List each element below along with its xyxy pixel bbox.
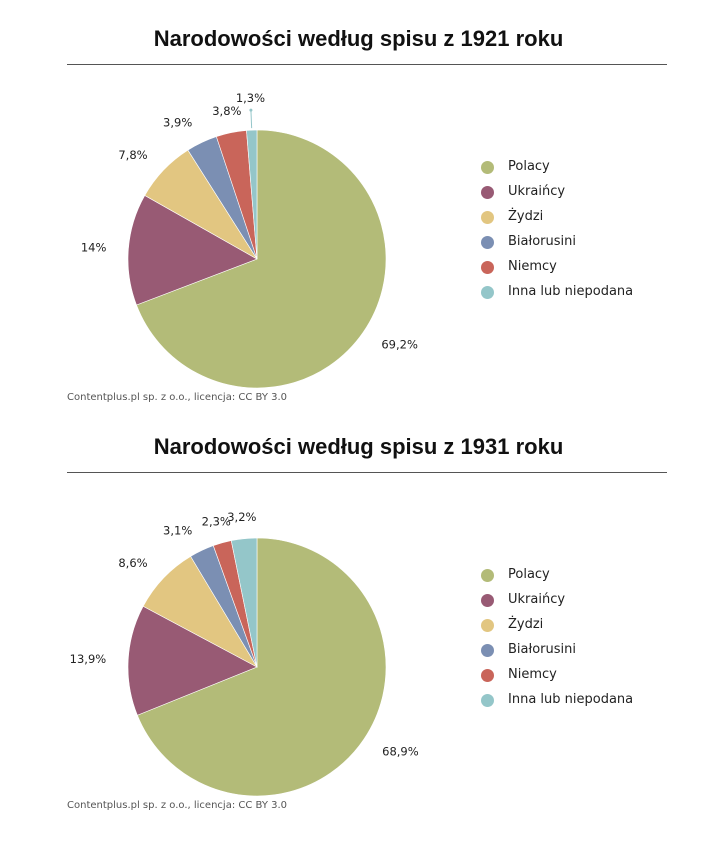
label-leader-line (251, 110, 252, 128)
slice-value-label: 3,1% (163, 523, 193, 538)
label-leader-dot (249, 109, 252, 112)
legend-label: Ukraińcy (508, 592, 566, 607)
legend-swatch (481, 261, 494, 274)
slice-value-label: 8,6% (118, 555, 148, 570)
legend-label: Polacy (508, 159, 550, 174)
slice-value-label: 13,9% (69, 651, 107, 666)
legend-label: Niemcy (508, 667, 557, 682)
slice-value-label: 14% (80, 240, 107, 255)
legend-label: Inna lub niepodana (508, 692, 634, 707)
pie-chart-1921 (0, 0, 717, 408)
source-credit: Contentplus.pl sp. z o.o., licencja: CC BY 3.0 (67, 800, 288, 811)
source-credit: Contentplus.pl sp. z o.o., licencja: CC BY 3.0 (67, 392, 288, 403)
slice-value-label: 2,3% (201, 514, 231, 529)
legend-label: Inna lub niepodana (508, 284, 634, 299)
legend-swatch (481, 594, 494, 607)
chart-title: Narodowości według spisu z 1921 roku (153, 26, 564, 51)
legend-label: Żydzi (508, 617, 544, 632)
legend-label: Niemcy (508, 259, 557, 274)
slice-value-label: 7,8% (118, 147, 148, 162)
legend-label: Ukraińcy (508, 184, 566, 199)
legend-swatch (481, 186, 494, 199)
legend-label: Białorusini (508, 234, 576, 249)
slice-value-label: 69,2% (381, 337, 418, 352)
legend-label: Polacy (508, 567, 550, 582)
legend-swatch (481, 161, 494, 174)
legend-swatch (481, 644, 494, 657)
legend-swatch (481, 694, 494, 707)
legend-label: Białorusini (508, 642, 576, 657)
slice-value-label: 3,9% (163, 115, 193, 130)
legend-swatch (481, 211, 494, 224)
legend-label: Żydzi (508, 209, 544, 224)
pie-chart-1931 (0, 408, 717, 816)
slice-value-label: 1,3% (235, 91, 266, 106)
legend-swatch (481, 669, 494, 682)
chart-title: Narodowości według spisu z 1931 roku (153, 434, 564, 459)
legend-swatch (481, 236, 494, 249)
slice-value-label: 3,2% (227, 509, 257, 524)
slice-value-label: 3,8% (212, 104, 242, 119)
legend-swatch (481, 286, 494, 299)
slice-value-label: 68,9% (382, 744, 419, 759)
legend-swatch (481, 569, 494, 582)
legend-swatch (481, 619, 494, 632)
